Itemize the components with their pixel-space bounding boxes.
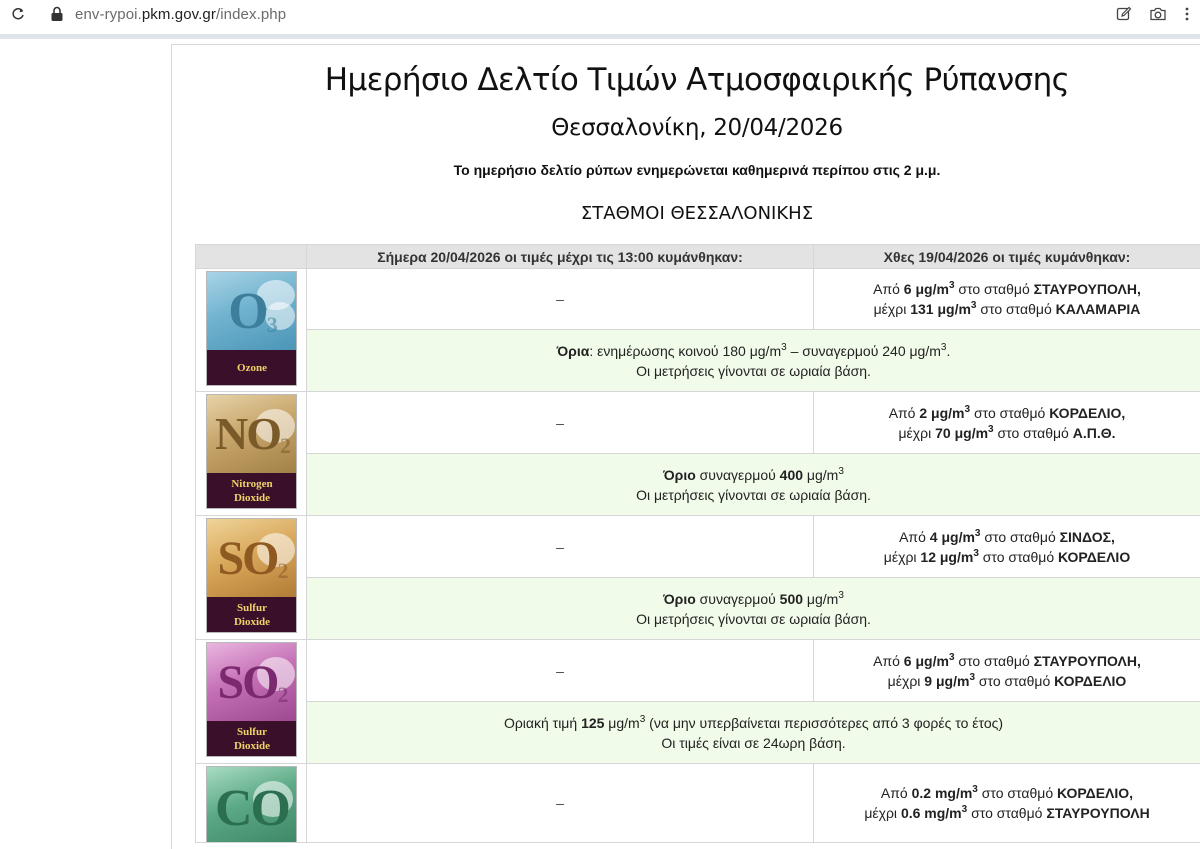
today-value-so2: – [307,516,814,578]
co-formula: CO [215,780,289,837]
yesterday-value-ozone: Από 6 $\mu g/m^3$ στο σταθμό ΣΤΑΥΡΟΥΠΟΛΗ, μέχρι 131 $\mu g/m^3$ στο σταθμό ΚΑΛΑΜΑΡΙΑ [814,269,1200,330]
ozone-formula: $O_3$ [228,283,276,340]
ozone-label: Ozone [207,350,297,385]
page-subtitle: Θεσσαλονίκη, 20/04/2026 [551,115,843,141]
lock-icon[interactable] [50,6,64,22]
table-row [196,640,1200,702]
pollution-table [195,244,1200,843]
table-row [196,702,1200,764]
page-title: Ημερήσιο Δελτίο Τιμών Ατμοσφαιρικής Ρύπανσης [324,62,1070,98]
so2-24h-formula: $SO_2$ [217,656,287,709]
camera-icon[interactable] [1149,6,1167,22]
url-field[interactable] [75,6,286,23]
no2-badge [206,394,297,509]
url-host: pkm.gov.gr [141,6,216,23]
url-prefix: env-rypoi. [75,6,142,23]
url-path: /index.php [215,6,287,23]
yesterday-value-so2-24h: Από 6 $\mu g/m^3$ στο σταθμό ΣΤΑΥΡΟΥΠΟΛΗ, μέχρι 9 $\mu g/m^3$ στο σταθμό ΚΟΡΔΕΛΙΟ [814,640,1200,702]
edit-icon[interactable] [1116,6,1132,22]
today-value-co: – [307,764,814,843]
table-row [196,392,1200,454]
no2-formula: $NO_2$ [215,408,289,459]
stations-heading: ΣΤΑΘΜΟΙ ΘΕΣΣΑΛΟΝΙΚΗΣ [580,203,814,224]
so2-24h-badge [206,642,297,757]
browser-address-bar [0,0,1200,32]
today-value-ozone: – [307,269,814,330]
limit-info-so2-24h: Οριακή τιμή 125 $\mu g/m^3$ (να μην υπερβαίνεται περισσότερες από 3 φορές το έτος) Οι τιμές είναι σε 24ωρη βάση. [307,702,1200,764]
update-note: Το ημερήσιο δελτίο ρύπων ενημερώνεται καθημερινά περίπου στις 2 μ.μ. [453,162,941,178]
limit-info-ozone: Όρια: ενημέρωσης κοινού 180 $\mu g/m^3$ – συναγερμού 240 $\mu g/m^3$. Οι μετρήσεις γίνονται σε ωριαία βάση. [307,330,1200,392]
yesterday-value-no2: Από 2 $\mu g/m^3$ στο σταθμό ΚΟΡΔΕΛΙΟ, μέχρι 70 $\mu g/m^3$ στο σταθμό Α.Π.Θ. [814,392,1200,454]
reload-icon[interactable] [11,7,25,21]
header-today: Σήμερα 20/04/2026 οι τιμές μέχρι τις 13:00 κυμάνθηκαν: [307,245,814,269]
no2-label: Nitrogen Dioxide [207,473,297,508]
table-row [196,764,1200,843]
today-value-so2-24h: – [307,640,814,702]
table-row [196,330,1200,392]
yesterday-value-co: Από 0.2 $mg/m^3$ στο σταθμό ΚΟΡΔΕΛΙΟ, μέχρι 0.6 $mg/m^3$ στο σταθμό ΣΤΑΥΡΟΥΠΟΛΗ [814,764,1200,843]
pollutant-image-cell [196,516,307,640]
table-row [196,454,1200,516]
so2-badge [206,518,297,633]
pollutant-image-cell [196,764,307,843]
yesterday-value-so2: Από 4 $\mu g/m^3$ στο σταθμό ΣΙΝΔΟΣ, μέχρι 12 $\mu g/m^3$ στο σταθμό ΚΟΡΔΕΛΙΟ [814,516,1200,578]
ozone-badge [206,271,297,386]
so2-label: Sulfur Dioxide [207,597,297,632]
table-row [196,269,1200,330]
more-icon[interactable] [1184,6,1190,22]
co-badge [206,766,297,842]
header-yesterday: Χθες 19/04/2026 οι τιμές κυμάνθηκαν: [814,245,1200,269]
pollutant-image-cell [196,269,307,392]
table-row [196,578,1200,640]
so2-formula: $SO_2$ [217,532,287,585]
table-row [196,516,1200,578]
header-blank [196,245,307,269]
today-value-no2: – [307,392,814,454]
pollutant-image-cell [196,640,307,764]
limit-info-no2: Όριο συναγερμού 400 $\mu g/m^3$ Οι μετρήσεις γίνονται σε ωριαία βάση. [307,454,1200,516]
limit-info-so2: Όριο συναγερμού 500 $\mu g/m^3$ Οι μετρήσεις γίνονται σε ωριαία βάση. [307,578,1200,640]
browser-bar-divider [0,34,1200,39]
table-header-row [196,245,1200,269]
pollutant-image-cell [196,392,307,516]
so2-24h-label: Sulfur Dioxide [207,721,297,756]
